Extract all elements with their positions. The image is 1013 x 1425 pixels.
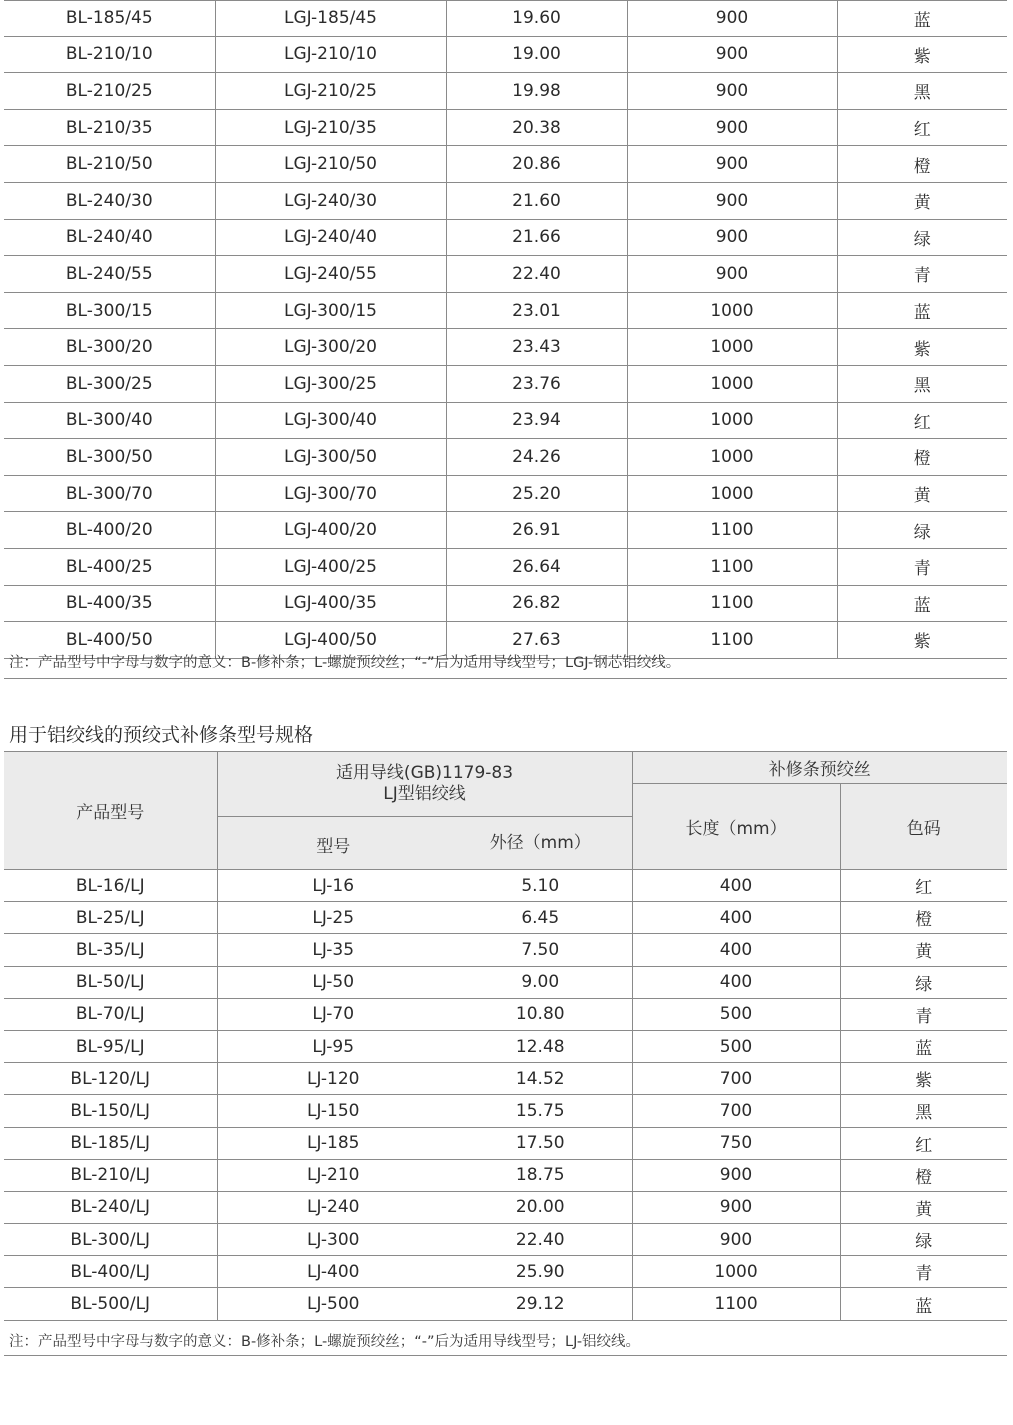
cell-product-model: BL-185/45 (4, 1, 215, 37)
cell-color-code: 橙 (840, 1159, 1007, 1191)
cell-product-model: BL-210/35 (4, 109, 215, 146)
cell-length: 1100 (627, 548, 837, 585)
cell-length: 900 (627, 109, 837, 146)
cell-color-code: 黑 (837, 365, 1007, 402)
cell-conductor-model: LJ-150 (217, 1095, 449, 1127)
cell-color-code: 紫 (840, 1063, 1007, 1095)
lgj-spec-table (4, 0, 1007, 659)
cell-color-code: 绿 (840, 1224, 1007, 1256)
cell-conductor-model: LJ-120 (217, 1063, 449, 1095)
cell-color-code: 蓝 (837, 292, 1007, 329)
cell-product-model: BL-95/LJ (4, 1030, 217, 1062)
cell-product-model: BL-150/LJ (4, 1095, 217, 1127)
table-row (4, 1224, 1007, 1256)
lj-spec-table-body (4, 870, 1007, 1321)
cell-length: 1000 (632, 1256, 840, 1288)
cell-length: 1100 (632, 1288, 840, 1320)
cell-outer-diameter: 19.00 (446, 36, 627, 73)
header-conductor-type: LJ型铝绞线 (383, 784, 466, 804)
cell-product-model: BL-300/LJ (4, 1224, 217, 1256)
cell-color-code: 橙 (837, 146, 1007, 183)
cell-color-code: 黑 (837, 73, 1007, 110)
cell-conductor-model: LJ-210 (217, 1159, 449, 1191)
cell-outer-diameter: 5.10 (449, 870, 632, 902)
cell-length: 1000 (627, 402, 837, 439)
cell-color-code: 紫 (837, 329, 1007, 366)
cell-conductor-model: LGJ-240/55 (215, 256, 446, 293)
cell-outer-diameter: 20.00 (449, 1191, 632, 1223)
cell-conductor-model: LJ-185 (217, 1127, 449, 1159)
cell-product-model: BL-210/25 (4, 73, 215, 110)
cell-product-model: BL-240/LJ (4, 1191, 217, 1223)
cell-product-model: BL-25/LJ (4, 902, 217, 934)
cell-outer-diameter: 22.40 (446, 256, 627, 293)
cell-conductor-model: LGJ-210/25 (215, 73, 446, 110)
table-row (4, 36, 1007, 73)
cell-conductor-model: LJ-400 (217, 1256, 449, 1288)
cell-outer-diameter: 20.86 (446, 146, 627, 183)
table-row (4, 1159, 1007, 1191)
cell-color-code: 蓝 (840, 1030, 1007, 1062)
cell-outer-diameter: 22.40 (449, 1224, 632, 1256)
cell-color-code: 黄 (840, 934, 1007, 966)
cell-outer-diameter: 26.64 (446, 548, 627, 585)
cell-product-model: BL-120/LJ (4, 1063, 217, 1095)
table-row (4, 146, 1007, 183)
header-color-code: 色码 (840, 784, 1007, 870)
cell-color-code: 青 (840, 1256, 1007, 1288)
cell-length: 400 (632, 870, 840, 902)
cell-product-model: BL-300/20 (4, 329, 215, 366)
table-row (4, 1095, 1007, 1127)
table-row (4, 219, 1007, 256)
cell-conductor-model: LGJ-300/20 (215, 329, 446, 366)
cell-product-model: BL-400/50 (4, 622, 215, 659)
cell-length: 1000 (627, 329, 837, 366)
table-row (4, 256, 1007, 293)
cell-conductor-model: LJ-25 (217, 902, 449, 934)
cell-conductor-model: LJ-70 (217, 998, 449, 1030)
table1-note-divider (4, 678, 1007, 679)
cell-color-code: 蓝 (840, 1288, 1007, 1320)
cell-conductor-model: LJ-35 (217, 934, 449, 966)
header-model: 型号 (217, 817, 449, 870)
cell-length: 900 (627, 36, 837, 73)
cell-product-model: BL-240/55 (4, 256, 215, 293)
cell-outer-diameter: 23.01 (446, 292, 627, 329)
table-row (4, 966, 1007, 998)
header-length: 长度（mm） (632, 784, 840, 870)
header-conductor-standard: 适用导线(GB)1179-83 (335, 763, 514, 783)
cell-conductor-model: LGJ-300/40 (215, 402, 446, 439)
cell-product-model: BL-50/LJ (4, 966, 217, 998)
cell-length: 500 (632, 998, 840, 1030)
header-repair-group: 补修条预绞丝 (632, 752, 1007, 784)
cell-product-model: BL-16/LJ (4, 870, 217, 902)
cell-color-code: 紫 (837, 622, 1007, 659)
cell-product-model: BL-300/25 (4, 365, 215, 402)
table-row (4, 1127, 1007, 1159)
cell-conductor-model: LGJ-300/25 (215, 365, 446, 402)
table2-note: 注：产品型号中字母与数字的意义：B-修补条；L-螺旋预绞丝；“-”后为适用导线型号；LJ-铝绞线。 (9, 1334, 641, 1350)
cell-conductor-model: LJ-95 (217, 1030, 449, 1062)
cell-outer-diameter: 23.94 (446, 402, 627, 439)
cell-outer-diameter: 19.60 (446, 1, 627, 37)
cell-length: 900 (627, 73, 837, 110)
table-row (4, 998, 1007, 1030)
table-row (4, 1191, 1007, 1223)
cell-color-code: 黑 (840, 1095, 1007, 1127)
cell-color-code: 蓝 (837, 1, 1007, 37)
lj-spec-table-header (4, 752, 1007, 870)
table-row (4, 475, 1007, 512)
cell-conductor-model: LGJ-210/50 (215, 146, 446, 183)
cell-product-model: BL-500/LJ (4, 1288, 217, 1320)
section-title: 用于铝绞线的预绞式补修条型号规格 (9, 724, 314, 746)
cell-product-model: BL-300/40 (4, 402, 215, 439)
cell-color-code: 红 (840, 870, 1007, 902)
table-row (4, 73, 1007, 110)
table-row (4, 1063, 1007, 1095)
cell-color-code: 红 (837, 109, 1007, 146)
cell-outer-diameter: 20.38 (446, 109, 627, 146)
cell-color-code: 橙 (840, 902, 1007, 934)
cell-conductor-model: LGJ-240/40 (215, 219, 446, 256)
cell-length: 900 (627, 1, 837, 37)
cell-conductor-model: LGJ-185/45 (215, 1, 446, 37)
cell-length: 1000 (627, 439, 837, 476)
cell-length: 750 (632, 1127, 840, 1159)
cell-color-code: 青 (840, 998, 1007, 1030)
table-row (4, 1288, 1007, 1320)
table-row (4, 109, 1007, 146)
cell-outer-diameter: 23.43 (446, 329, 627, 366)
cell-length: 500 (632, 1030, 840, 1062)
cell-conductor-model: LGJ-400/20 (215, 512, 446, 549)
cell-length: 1100 (627, 585, 837, 622)
cell-length: 1100 (627, 512, 837, 549)
table-row (4, 902, 1007, 934)
cell-color-code: 黄 (837, 182, 1007, 219)
cell-length: 700 (632, 1063, 840, 1095)
cell-outer-diameter: 6.45 (449, 902, 632, 934)
cell-product-model: BL-210/LJ (4, 1159, 217, 1191)
cell-color-code: 黄 (837, 475, 1007, 512)
cell-conductor-model: LGJ-400/25 (215, 548, 446, 585)
cell-color-code: 绿 (840, 966, 1007, 998)
table-row (4, 1256, 1007, 1288)
table-row (4, 402, 1007, 439)
table1-note: 注：产品型号中字母与数字的意义：B-修补条；L-螺旋预绞丝；“-”后为适用导线型号；LGJ-钢芯铝绞线。 (9, 655, 681, 671)
cell-conductor-model: LGJ-400/35 (215, 585, 446, 622)
cell-outer-diameter: 9.00 (449, 966, 632, 998)
cell-length: 1000 (627, 292, 837, 329)
cell-length: 900 (627, 182, 837, 219)
cell-outer-diameter: 14.52 (449, 1063, 632, 1095)
cell-color-code: 橙 (837, 439, 1007, 476)
lj-spec-table (4, 751, 1007, 1321)
cell-product-model: BL-300/70 (4, 475, 215, 512)
table-row (4, 585, 1007, 622)
table-row (4, 182, 1007, 219)
cell-length: 900 (627, 146, 837, 183)
cell-conductor-model: LGJ-300/70 (215, 475, 446, 512)
cell-length: 700 (632, 1095, 840, 1127)
cell-color-code: 蓝 (837, 585, 1007, 622)
cell-length: 400 (632, 902, 840, 934)
cell-outer-diameter: 21.66 (446, 219, 627, 256)
cell-product-model: BL-240/30 (4, 182, 215, 219)
table-row (4, 1, 1007, 37)
cell-outer-diameter: 19.98 (446, 73, 627, 110)
table-row (4, 365, 1007, 402)
table-row (4, 292, 1007, 329)
header-outer-diameter: 外径（mm） (449, 817, 632, 870)
cell-outer-diameter: 15.75 (449, 1095, 632, 1127)
cell-outer-diameter: 21.60 (446, 182, 627, 219)
cell-product-model: BL-185/LJ (4, 1127, 217, 1159)
cell-product-model: BL-300/15 (4, 292, 215, 329)
cell-outer-diameter: 7.50 (449, 934, 632, 966)
table-row (4, 934, 1007, 966)
cell-length: 1000 (627, 365, 837, 402)
cell-outer-diameter: 26.91 (446, 512, 627, 549)
table-row (4, 548, 1007, 585)
cell-length: 900 (627, 256, 837, 293)
cell-conductor-model: LJ-16 (217, 870, 449, 902)
cell-outer-diameter: 25.20 (446, 475, 627, 512)
cell-outer-diameter: 26.82 (446, 585, 627, 622)
cell-product-model: BL-35/LJ (4, 934, 217, 966)
cell-length: 900 (632, 1224, 840, 1256)
cell-outer-diameter: 17.50 (449, 1127, 632, 1159)
table-row (4, 1030, 1007, 1062)
table-row (4, 512, 1007, 549)
cell-color-code: 青 (837, 256, 1007, 293)
cell-color-code: 紫 (837, 36, 1007, 73)
cell-outer-diameter: 29.12 (449, 1288, 632, 1320)
cell-outer-diameter: 10.80 (449, 998, 632, 1030)
cell-product-model: BL-400/25 (4, 548, 215, 585)
cell-conductor-model: LGJ-400/50 (215, 622, 446, 659)
header-product-model: 产品型号 (4, 752, 217, 870)
cell-product-model: BL-400/20 (4, 512, 215, 549)
cell-product-model: BL-70/LJ (4, 998, 217, 1030)
table-row (4, 870, 1007, 902)
cell-outer-diameter: 12.48 (449, 1030, 632, 1062)
table-row (4, 439, 1007, 476)
table-row (4, 329, 1007, 366)
cell-color-code: 红 (837, 402, 1007, 439)
cell-conductor-model: LGJ-240/30 (215, 182, 446, 219)
cell-product-model: BL-300/50 (4, 439, 215, 476)
cell-conductor-model: LJ-300 (217, 1224, 449, 1256)
cell-product-model: BL-400/LJ (4, 1256, 217, 1288)
cell-length: 900 (632, 1191, 840, 1223)
cell-color-code: 黄 (840, 1191, 1007, 1223)
lgj-spec-table-body (4, 1, 1007, 659)
cell-color-code: 青 (837, 548, 1007, 585)
table2-note-divider (4, 1355, 1007, 1356)
cell-conductor-model: LJ-50 (217, 966, 449, 998)
cell-outer-diameter: 23.76 (446, 365, 627, 402)
cell-length: 400 (632, 934, 840, 966)
cell-outer-diameter: 24.26 (446, 439, 627, 476)
cell-outer-diameter: 25.90 (449, 1256, 632, 1288)
cell-conductor-model: LJ-240 (217, 1191, 449, 1223)
cell-length: 1000 (627, 475, 837, 512)
cell-color-code: 绿 (837, 219, 1007, 256)
cell-conductor-model: LJ-500 (217, 1288, 449, 1320)
cell-length: 900 (627, 219, 837, 256)
cell-length: 400 (632, 966, 840, 998)
cell-product-model: BL-210/10 (4, 36, 215, 73)
cell-product-model: BL-210/50 (4, 146, 215, 183)
cell-color-code: 绿 (837, 512, 1007, 549)
cell-conductor-model: LGJ-300/50 (215, 439, 446, 476)
header-conductor-group (217, 752, 632, 817)
cell-conductor-model: LGJ-300/15 (215, 292, 446, 329)
cell-color-code: 红 (840, 1127, 1007, 1159)
cell-outer-diameter: 27.63 (446, 622, 627, 659)
cell-conductor-model: LGJ-210/35 (215, 109, 446, 146)
cell-outer-diameter: 18.75 (449, 1159, 632, 1191)
cell-conductor-model: LGJ-210/10 (215, 36, 446, 73)
cell-product-model: BL-240/40 (4, 219, 215, 256)
cell-length: 1100 (627, 622, 837, 659)
cell-product-model: BL-400/35 (4, 585, 215, 622)
cell-length: 900 (632, 1159, 840, 1191)
